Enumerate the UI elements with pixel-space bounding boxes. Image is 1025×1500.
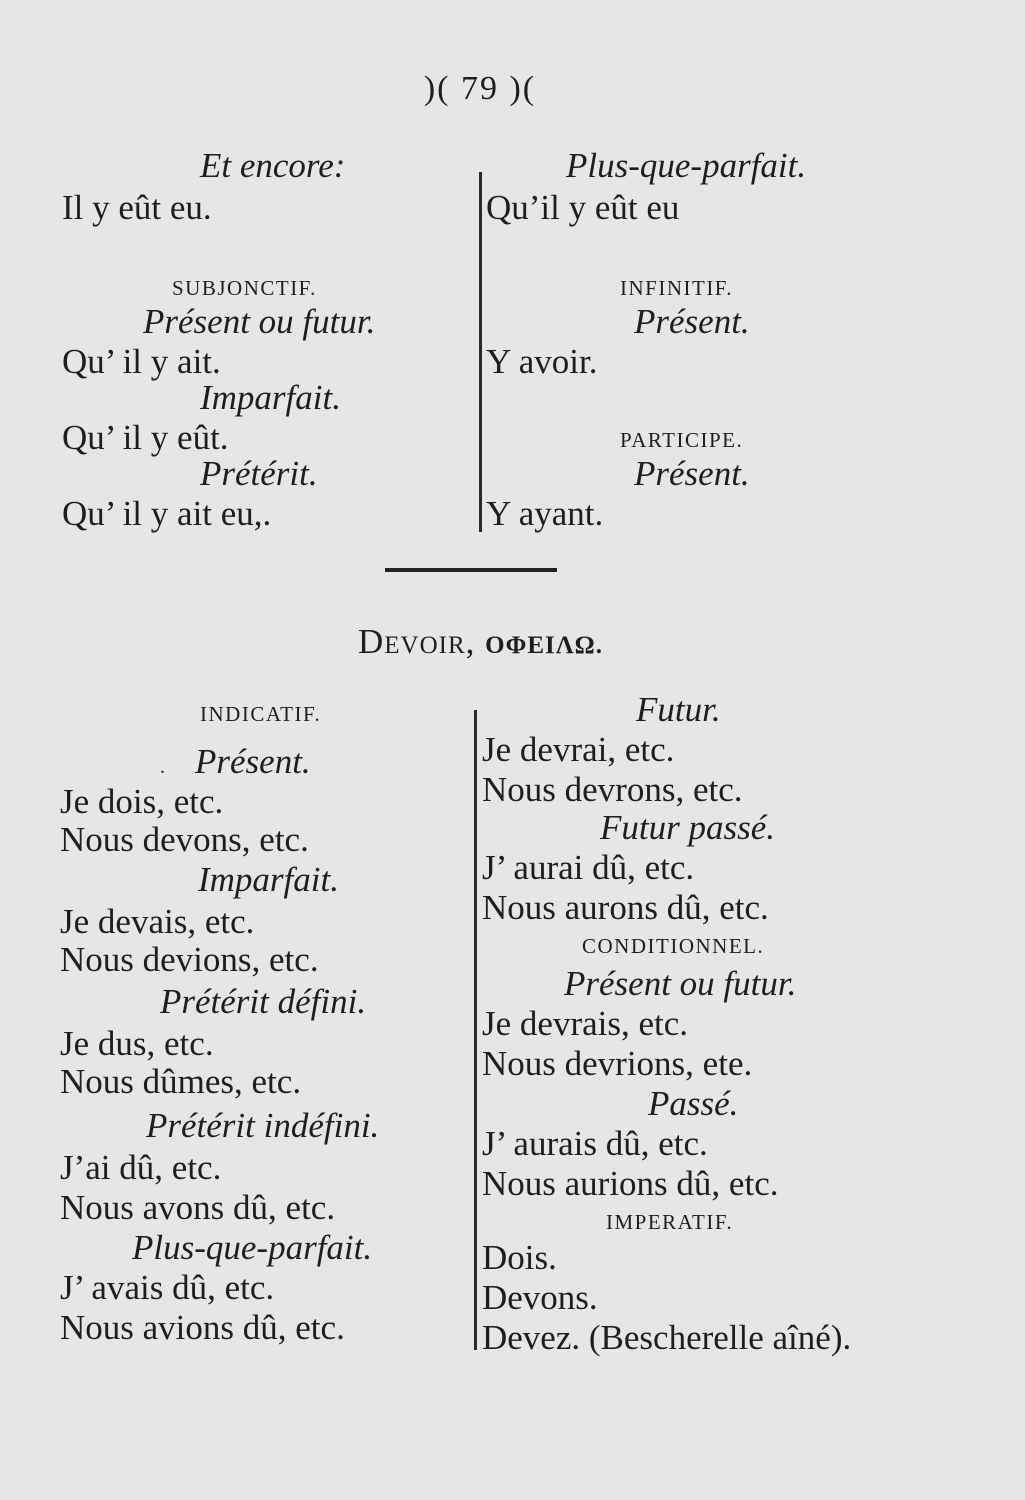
- page-number: )( 79 )(: [423, 70, 537, 107]
- je-dus-line: Je dus, etc.: [60, 1024, 214, 1063]
- section-title-rest: EVOIR: [384, 632, 466, 659]
- present-ou-futur-heading: Présent ou futur.: [143, 302, 376, 341]
- section-title: [358, 622, 603, 662]
- conditionnel-heading: CONDITIONNEL.: [582, 934, 765, 958]
- participe-present-heading: Présent.: [634, 454, 750, 493]
- preterit-heading: Prétérit.: [200, 454, 318, 493]
- quil-y-eut-line: Qu’ il y eût.: [62, 418, 229, 457]
- futur-heading: Futur.: [636, 690, 721, 729]
- nous-dumes-line: Nous dûmes, etc.: [60, 1062, 302, 1101]
- devez-line: Devez. (Bescherelle aîné).: [482, 1318, 852, 1357]
- conditionnel-present-ou-futur-heading: Présent ou futur.: [564, 964, 797, 1003]
- section-title-initial: D: [358, 622, 385, 661]
- section-separator: [385, 568, 557, 572]
- participe-heading: PARTICIPE.: [620, 428, 744, 452]
- futur-passe-heading: Futur passé.: [600, 808, 775, 847]
- javais-du-line: J’ avais dû, etc.: [60, 1268, 275, 1307]
- quil-y-ait-line: Qu’ il y ait.: [62, 342, 221, 381]
- nous-avions-du-line: Nous avions dû, etc.: [60, 1308, 345, 1347]
- nous-aurions-du-line: Nous aurions dû, etc.: [482, 1164, 779, 1203]
- present-label: Présent.: [195, 742, 311, 781]
- present-dot: .: [160, 756, 165, 778]
- je-dois-line: Je dois, etc.: [60, 782, 224, 821]
- indicatif-heading: INDICATIF.: [200, 702, 322, 726]
- infinitif-present-heading: Présent.: [634, 302, 750, 341]
- quil-y-eut-eu-line: Qu’il y eût eu: [486, 188, 680, 227]
- subjonctif-heading: SUBJONCTIF.: [172, 276, 317, 300]
- imperatif-heading: IMPERATIF.: [606, 1210, 734, 1234]
- nous-aurons-du-line: Nous aurons dû, etc.: [482, 888, 769, 927]
- y-ayant-line: Y ayant.: [486, 494, 604, 533]
- section-title-greek: ΟΦΕΙΛΩ.: [485, 632, 603, 659]
- nous-devrions-line: Nous devrions, ete.: [482, 1044, 753, 1083]
- infinitif-heading: INFINITIF.: [620, 276, 734, 300]
- et-encore-heading: Et encore:: [200, 146, 346, 185]
- nous-devions-line: Nous devions, etc.: [60, 940, 319, 979]
- jaurais-du-line: J’ aurais dû, etc.: [482, 1124, 708, 1163]
- indicatif-imparfait-heading: Imparfait.: [198, 860, 339, 899]
- jai-du-line: J’ai dû, etc.: [60, 1148, 222, 1187]
- indicatif-present-heading: [160, 742, 311, 782]
- nous-avons-du-line: Nous avons dû, etc.: [60, 1188, 336, 1227]
- y-avoir-line: Y avoir.: [486, 342, 598, 381]
- preterit-defini-heading: Prétérit défini.: [160, 982, 367, 1021]
- je-devais-line: Je devais, etc.: [60, 902, 255, 941]
- bottom-column-divider: [474, 710, 477, 1350]
- imparfait-heading: Imparfait.: [200, 378, 341, 417]
- devons-line: Devons.: [482, 1278, 598, 1317]
- nous-devrons-line: Nous devrons, etc.: [482, 770, 743, 809]
- jaurai-du-line: J’ aurai dû, etc.: [482, 848, 695, 887]
- plus-que-parfait-left-heading: Plus-que-parfait.: [132, 1228, 373, 1267]
- nous-devons-line: Nous devons, etc.: [60, 820, 309, 859]
- preterit-indefini-heading: Prétérit indéfini.: [146, 1106, 380, 1145]
- je-devrais-line: Je devrais, etc.: [482, 1004, 689, 1043]
- quil-y-ait-eu-line: Qu’ il y ait eu,.: [62, 494, 272, 533]
- section-title-comma: ,: [465, 622, 476, 661]
- il-y-eut-eu-line: Il y eût eu.: [62, 188, 212, 227]
- passe-heading: Passé.: [648, 1084, 739, 1123]
- je-devrai-line: Je devrai, etc.: [482, 730, 675, 769]
- dois-line: Dois.: [482, 1238, 557, 1277]
- top-column-divider: [479, 172, 482, 532]
- plus-que-parfait-heading: Plus-que-parfait.: [566, 146, 807, 185]
